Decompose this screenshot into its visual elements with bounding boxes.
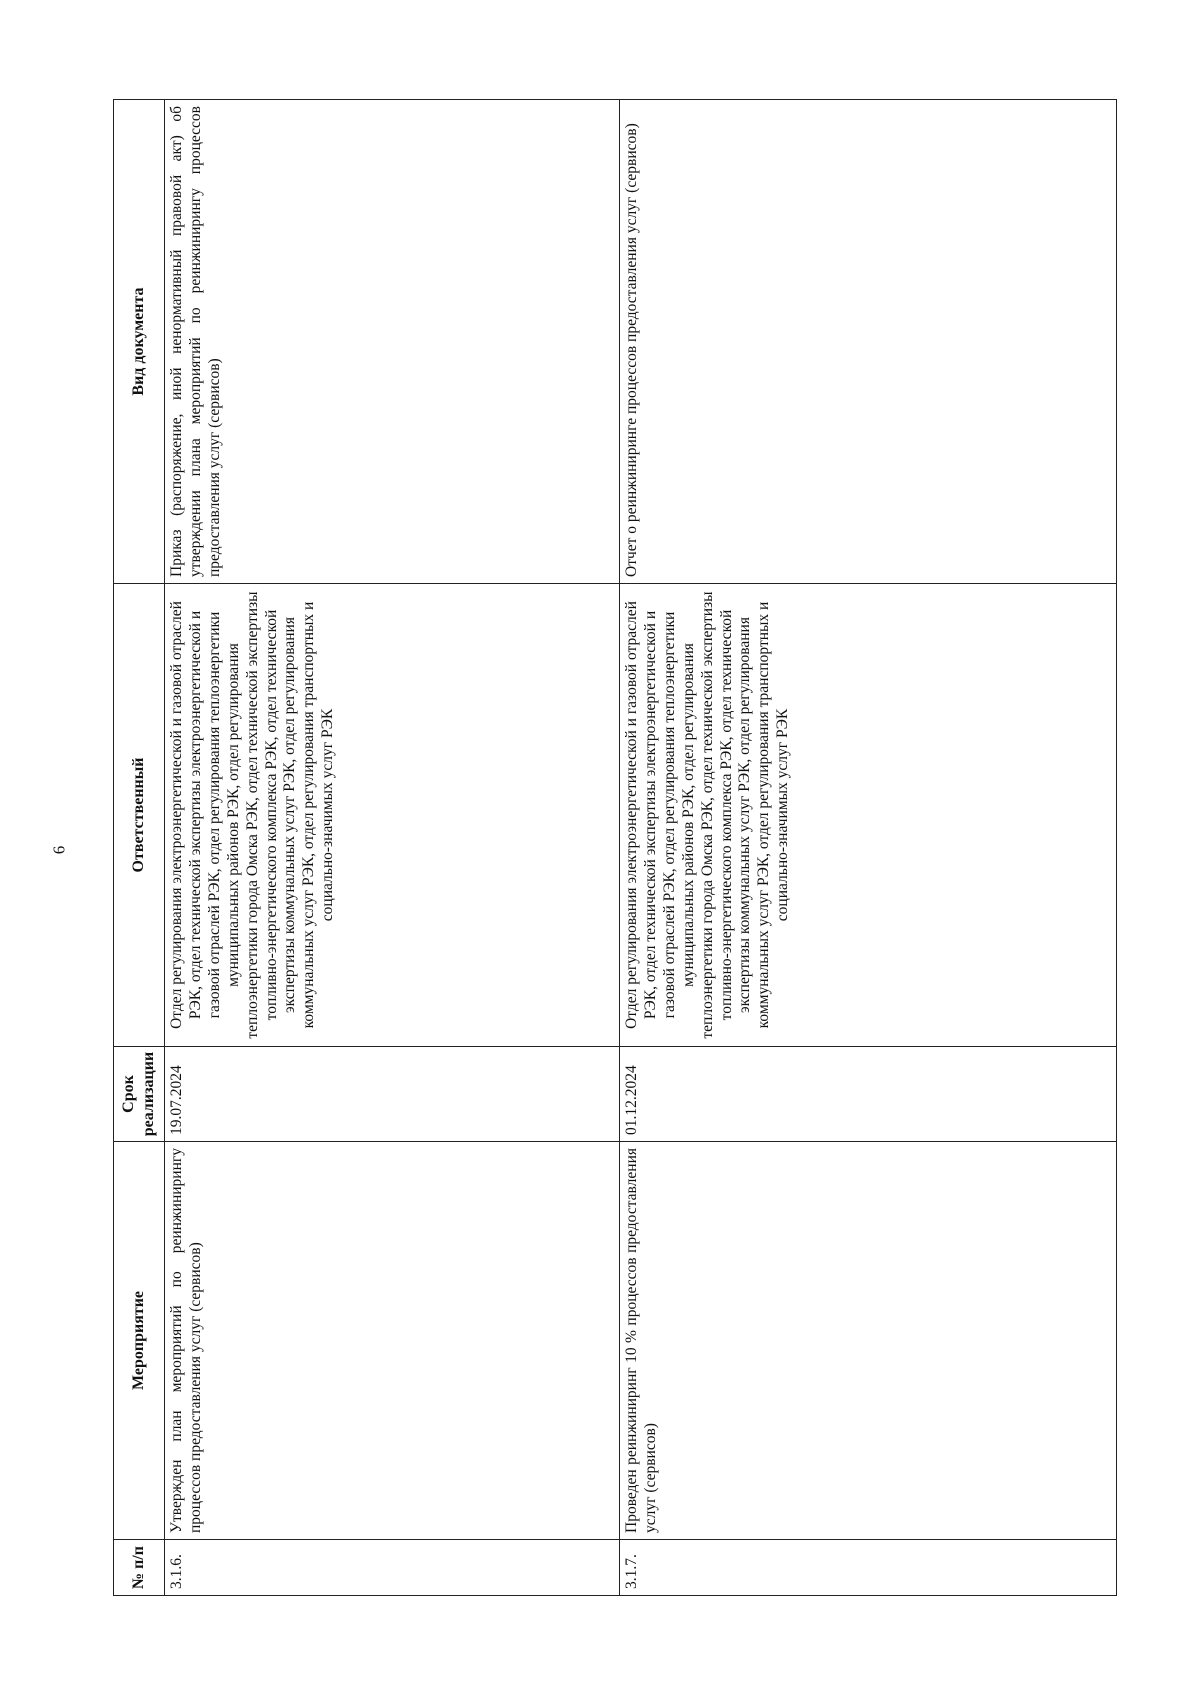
cell-responsible: Отдел регулирования электроэнергетической и газовой отраслей РЭК, отдел технической экспертизы электроэнергетической и газовой отраслей РЭК, отдел регулирования теплоэнергетики муниципальных районов РЭК, отдел регулирования теплоэнергетики города Омска РЭК, отдел технической экспертизы топливно-энергетического комплекса РЭК, отдел технической экспертизы коммунальных услуг РЭК, отдел регулирования коммунальных услуг РЭК, отдел регулирования транспортных и социально-значимых услуг РЭК	[165, 584, 620, 1047]
table-row	[165, 100, 620, 1596]
cell-term: 19.07.2024	[165, 1047, 620, 1142]
cell-term: 01.12.2024	[620, 1047, 1117, 1142]
cell-doc-type: Приказ (распоряжение, иной ненормативный правовой акт) об утверждении плана мероприятий по реинжинирингу процессов предоставления услуг (сервисов)	[165, 100, 620, 584]
cell-event: Проведен реинжиниринг 10 % процессов предоставления услуг (сервисов)	[620, 1142, 1117, 1540]
header-num: № п/п	[114, 1540, 165, 1596]
page-number: 6	[49, 845, 69, 855]
table-row	[620, 100, 1117, 1596]
document-table-rotated	[113, 100, 1106, 1596]
cell-num: 3.1.6.	[165, 1540, 620, 1596]
table-header-row	[114, 100, 165, 1596]
header-responsible: Ответственный	[114, 584, 165, 1047]
cell-responsible: Отдел регулирования электроэнергетической и газовой отраслей РЭК, отдел технической экспертизы электроэнергетической и газовой отраслей РЭК, отдел регулирования теплоэнергетики муниципальных районов РЭК, отдел регулирования теплоэнергетики города Омска РЭК, отдел технической экспертизы топливно-энергетического комплекса РЭК, отдел технической экспертизы коммунальных услуг РЭК, отдел регулирования коммунальных услуг РЭК, отдел регулирования транспортных и социально-значимых услуг РЭК	[620, 584, 1117, 1047]
cell-num: 3.1.7.	[620, 1540, 1117, 1596]
header-doc-type: Вид документа	[114, 100, 165, 584]
cell-doc-type: Отчет о реинжиниринге процессов предоставления услуг (сервисов)	[620, 100, 1117, 584]
header-event: Мероприятие	[114, 1142, 165, 1540]
cell-event: Утвержден план мероприятий по реинжинирингу процессов предоставления услуг (сервисов)	[165, 1142, 620, 1540]
header-term: Срок реализации	[114, 1047, 165, 1142]
document-table	[113, 99, 1117, 1596]
document-table-wrapper	[113, 100, 1106, 1596]
